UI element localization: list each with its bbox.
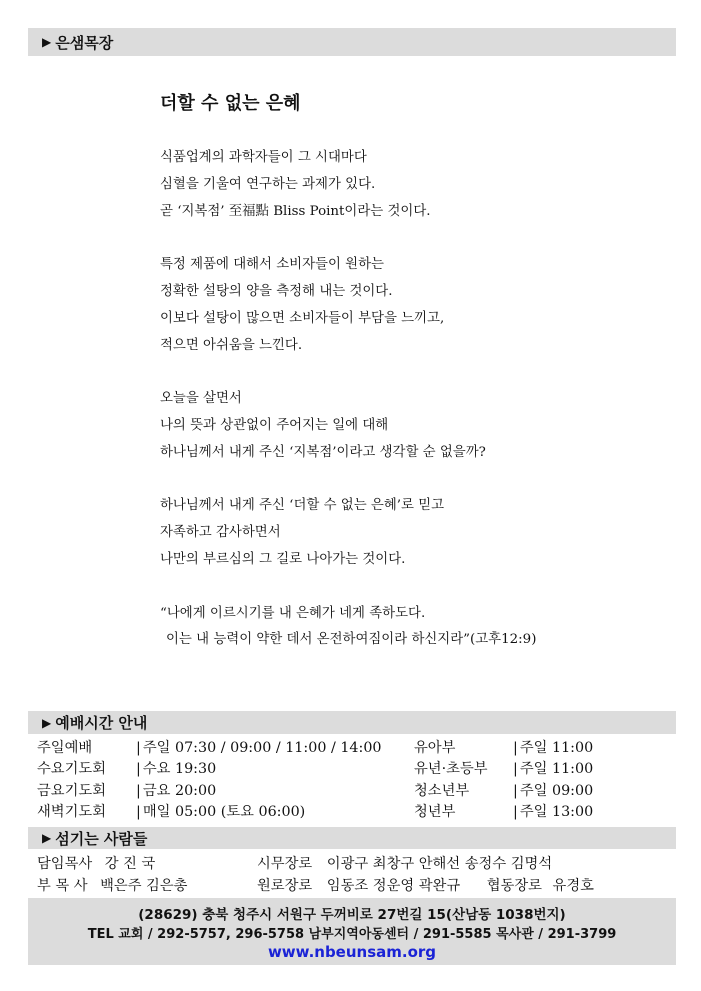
poem-line: 식품업계의 과학자들이 그 시대마다 xyxy=(160,150,367,165)
stanza-gap xyxy=(160,359,580,386)
poem-line: 이보다 설탕이 많으면 소비자들이 부담을 느끼고, xyxy=(160,310,445,326)
staff-names: 유경호 xyxy=(552,878,594,894)
separator: | xyxy=(513,740,518,756)
article-body xyxy=(160,145,580,654)
schedule-row xyxy=(414,801,593,822)
service-name: 청소년부 xyxy=(414,782,470,799)
service-time: 주일 13:00 xyxy=(519,803,594,820)
staff-row-associate xyxy=(37,875,188,897)
staff-row-senior xyxy=(37,853,155,875)
separator: | xyxy=(513,803,518,820)
staff-label: 협동장로 xyxy=(486,878,542,894)
staff-label: 원로장로 xyxy=(257,878,313,894)
separator: | xyxy=(513,761,518,778)
poem-line: 하나님께서 내게 주신 ‘더할 수 없는 은혜’로 믿고 xyxy=(160,498,445,514)
poem-line: 심혈을 기울여 연구하는 과제가 있다. xyxy=(160,176,376,192)
stanza-gap xyxy=(160,574,580,601)
staff-names: 임동조 정운영 곽완규 xyxy=(326,878,461,894)
church-website-link[interactable]: www.nbeunsam.org xyxy=(267,943,437,961)
separator: | xyxy=(136,761,141,778)
staff-label: 시무장로 xyxy=(257,856,313,872)
service-name: 청년부 xyxy=(414,803,456,820)
stanza-gap xyxy=(160,467,580,494)
section-title: 예배시간 안내 xyxy=(55,714,148,732)
schedule-row xyxy=(414,758,593,779)
service-time: 주일 07:30 / 09:00 / 11:00 / 14:00 xyxy=(142,740,382,756)
schedule-row xyxy=(37,780,216,801)
poem-line: 자족하고 감사하면서 xyxy=(160,525,281,541)
schedule-row xyxy=(414,737,593,758)
schedule-row xyxy=(37,758,216,779)
church-address: (28629) 충북 청주시 서원구 두꺼비로 27번길 15(산남동 1038번지) xyxy=(138,907,566,923)
section-title: 섬기는 사람들 xyxy=(55,829,148,848)
play-triangle-icon: ▶ xyxy=(42,831,52,845)
poem-line: 오늘을 살면서 xyxy=(160,391,242,407)
section-header-worship xyxy=(28,711,676,734)
section-title: 은샘목장 xyxy=(55,33,114,52)
poem-line: 하나님께서 내게 주신 ‘지복점’이라고 생각할 순 없을까? xyxy=(160,444,486,460)
separator: | xyxy=(136,740,141,756)
service-name: 금요기도회 xyxy=(37,782,107,799)
staff-names: 이광구 최창구 안해선 송정수 김명석 xyxy=(326,856,553,872)
staff-row-deacons xyxy=(257,853,552,875)
article-title: 더할 수 없는 은혜 xyxy=(160,93,301,114)
service-time: 금요 20:00 xyxy=(142,782,217,799)
schedule-row xyxy=(37,737,382,758)
service-name: 수요기도회 xyxy=(37,761,107,778)
service-time: 주일 11:00 xyxy=(519,740,594,756)
staff-names: 강 진 국 xyxy=(104,856,156,872)
church-contacts: TEL 교회 / 292-5757, 296-5758 남부지역아동센터 / 291-5585 목사관 / 291-3799 xyxy=(87,927,617,942)
poem-line: 정확한 설탕의 양을 측정해 내는 것이다. xyxy=(160,283,393,299)
service-time: 주일 11:00 xyxy=(519,761,594,778)
poem-line: “나에게 이르시기를 내 은혜가 네게 족하도다. xyxy=(160,605,426,621)
schedule-row xyxy=(414,780,593,801)
play-triangle-icon: ▶ xyxy=(42,715,52,730)
service-name: 유년·초등부 xyxy=(414,761,488,778)
separator: | xyxy=(136,803,141,820)
poem-line: 나의 뜻과 상관없이 주어지는 일에 대해 xyxy=(160,417,389,433)
church-footer xyxy=(28,898,676,965)
service-name: 유아부 xyxy=(414,740,456,756)
staff-row-emeritus xyxy=(257,875,594,897)
poem-line: 곧 ‘지복점’ 至福點 Bliss Point이라는 것이다. xyxy=(160,203,431,219)
staff-label: 부 목 사 xyxy=(37,878,88,894)
section-header-eunsaem xyxy=(28,28,676,56)
play-triangle-icon: ▶ xyxy=(42,35,52,49)
schedule-row xyxy=(37,801,305,822)
staff-label: 담임목사 xyxy=(37,856,93,872)
poem-line: 나만의 부르심의 그 길로 나아가는 것이다. xyxy=(160,551,406,567)
section-header-staff xyxy=(28,827,676,849)
poem-line: 특정 제품에 대해서 소비자들이 원하는 xyxy=(160,257,384,273)
service-name: 새벽기도회 xyxy=(37,803,107,820)
service-name: 주일예배 xyxy=(37,740,93,756)
separator: | xyxy=(513,782,518,799)
poem-line: 적으면 아쉬움을 느낀다. xyxy=(160,337,303,353)
service-time: 수요 19:30 xyxy=(142,761,217,778)
stanza-gap xyxy=(160,225,580,252)
service-time: 매일 05:00 (토요 06:00) xyxy=(142,803,306,820)
staff-names: 백은주 김은총 xyxy=(100,878,188,894)
service-time: 주일 09:00 xyxy=(519,782,594,799)
poem-line: 이는 내 능력이 약한 데서 온전하여짐이라 하신지라”(고후12:9) xyxy=(166,632,537,648)
separator: | xyxy=(136,782,141,799)
